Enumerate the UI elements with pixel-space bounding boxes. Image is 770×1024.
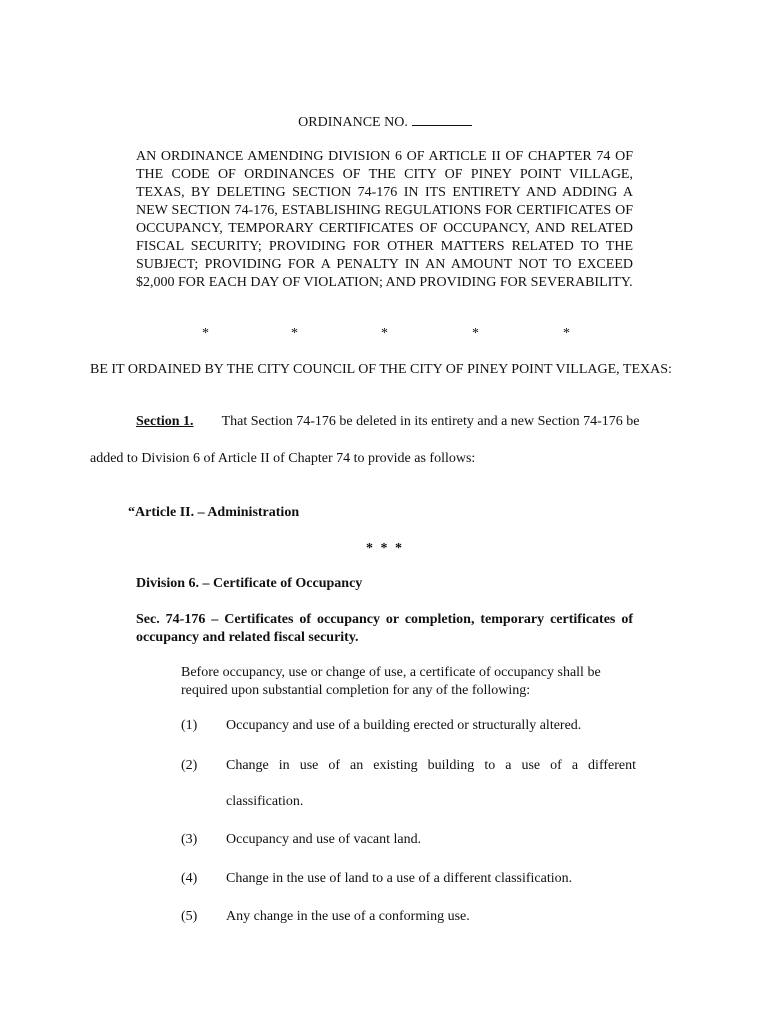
division-heading: Division 6. – Certificate of Occupancy (136, 576, 363, 591)
section-1-continuation: added to Division 6 of Article II of Chapter 74 to provide as follows: (90, 451, 476, 466)
article-heading: “Article II. – Administration (128, 505, 300, 520)
list-item-text: Occupancy and use of vacant land. (226, 832, 422, 847)
list-item-number: (2) (181, 758, 198, 773)
separator-star: * (381, 326, 388, 341)
ordinance-caption: AN ORDINANCE AMENDING DIVISION 6 OF ARTICLE II OF CHAPTER 74 OF THE CODE OF ORDINANCES OF THE CITY OF PINEY POINT VILLAGE, TEXAS, BY DELETING SECTION 74-176 IN ITS ENTIRETY AND ADDING A NEW SECTION 74-176, ESTABLISHING REGULATIONS FOR CERTIFICATES OF OCCUPANCY, TEMPORARY CERTIFICATES OF OCCUPANCY, AND RELATED FISCAL SECURITY; PROVIDING FOR OTHER MATTERS RELATED TO THE SUBJECT; PROVIDING FOR A PENALTY IN AN AMOUNT NOT TO EXCEED $2,000 FOR EACH DAY OF VIOLATION; AND PROVIDING FOR SEVERABILITY. (136, 149, 633, 290)
list-item-number: (3) (181, 832, 198, 847)
list-item-number: (1) (181, 718, 198, 733)
section-1 (136, 414, 686, 430)
list-item-number: (5) (181, 909, 198, 924)
intro-paragraph: Before occupancy, use or change of use, a certificate of occupancy shall be required upon substantial completion for any of the following: (181, 665, 601, 698)
ordinance-title-text: ORDINANCE NO. (298, 115, 408, 130)
enacting-clause: BE IT ORDAINED BY THE CITY COUNCIL OF THE CITY OF PINEY POINT VILLAGE, TEXAS: (90, 362, 672, 377)
section-1-text: That Section 74-176 be deleted in its entirety and a new Section 74-176 be (221, 414, 640, 429)
list-item-number: (4) (181, 871, 198, 886)
separator-stars (0, 326, 770, 342)
separator-star: * (291, 326, 298, 341)
list-item-text: Change in use of an existing building to a use of a different classification. (226, 758, 636, 809)
separator-star: * (202, 326, 209, 341)
list-item-text: Any change in the use of a conforming use. (226, 909, 470, 924)
section-heading: Sec. 74-176 – Certificates of occupancy or completion, temporary certificates of occupancy and related fiscal security. (136, 612, 633, 645)
ordinance-title (0, 113, 770, 131)
list-item-text: Occupancy and use of a building erected or structurally altered. (226, 718, 582, 733)
separator-star: * (472, 326, 479, 341)
ordinance-number-blank (412, 113, 472, 126)
section-1-label: Section 1. (136, 414, 194, 429)
omission-asterisks: * * * (366, 541, 404, 556)
list-item-text: Change in the use of land to a use of a different classification. (226, 871, 573, 886)
separator-star: * (563, 326, 570, 341)
